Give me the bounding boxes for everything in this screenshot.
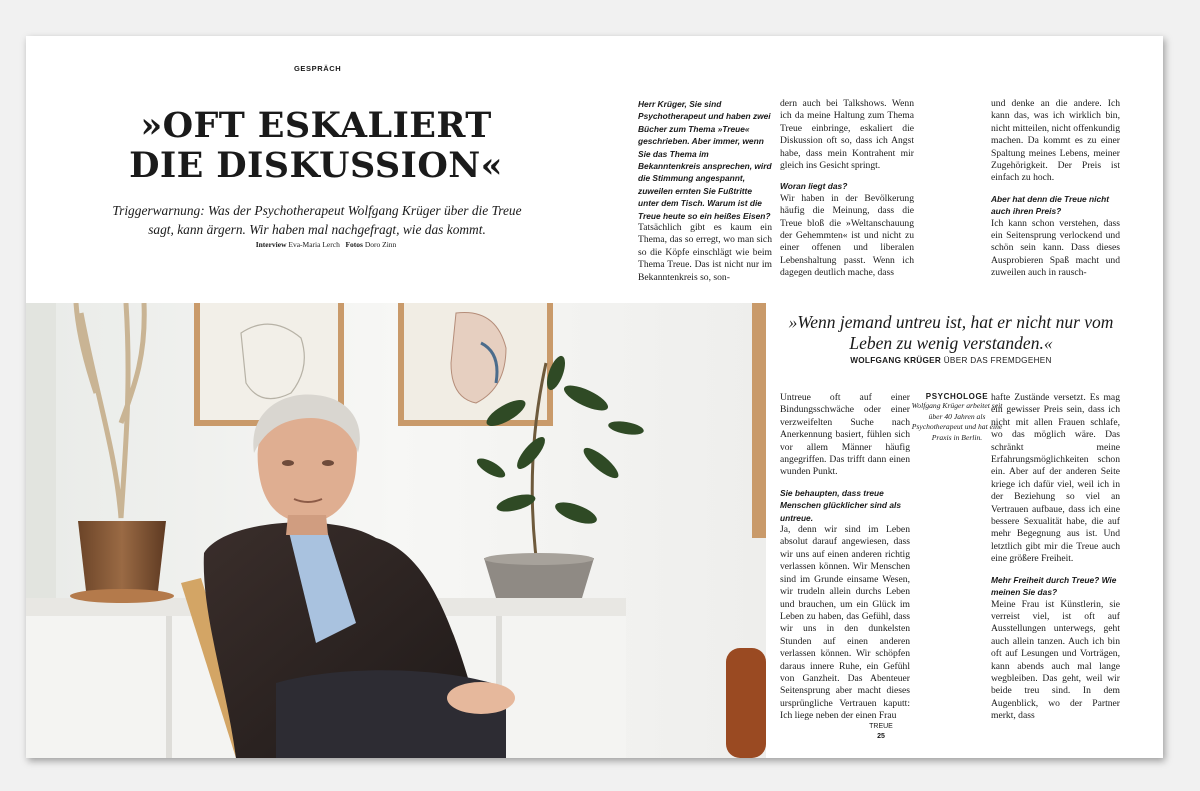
headline-line-2: DIE DISKUSSION« — [129, 145, 503, 186]
pull-quote-context: ÜBER DAS FREMDGEHEN — [943, 356, 1052, 365]
interview-question: Aber hat denn die Treue nicht auch ihren Preis? — [991, 193, 1110, 217]
magazine-spread — [26, 36, 1163, 758]
article-paragraph: Untreue oft auf einer Bindungsschwäche oder einer verzweifelten Suche nach Anerkennung basiert, fühlen sich vor allem Männer häufig angegriffen. Das trifft dann einen wunden Punkt. — [780, 392, 910, 478]
pull-quote-attribution — [786, 356, 1116, 365]
pull-quote — [786, 312, 1116, 365]
interview-answer: Wir haben in der Bevölkerung häufig die Meinung, dass die Treue bloß die »Weltanschauung der Gehemmten« ist und nicht zu einer offenen und liberalen Lebenshaltung passt. Wenn ich dagegen deutlich mache, dass — [780, 192, 914, 279]
interview-answer: Meine Frau ist Künstlerin, sie verreist viel, ist oft auf Ausstellungen unterwegs, geht auch allein tanzen. Auch ich bin oft auf Lesungen und Vorträgen, kann abends auch mal lange wegbleiben. Das geht, weil wir beide treu sind. In dem Augenblick, wo der Partner merkt, dass — [991, 598, 1120, 722]
interview-question: Mehr Freiheit durch Treue? Wie meinen Sie das? — [991, 574, 1117, 598]
interview-name: Eva-Maria Lerch — [288, 240, 340, 249]
folio-section: TREUE — [869, 723, 893, 730]
pull-quote-text: »Wenn jemand untreu ist, hat er nicht nur vom Leben zu wenig verstanden.« — [788, 312, 1114, 353]
pull-quote-name: WOLFGANG KRÜGER — [850, 356, 942, 365]
article-column-1 — [638, 98, 772, 284]
credits — [176, 240, 476, 249]
portrait-illustration — [26, 303, 766, 758]
interview-question: Woran liegt das? — [780, 181, 848, 192]
page-number: 25 — [877, 733, 885, 740]
interview-question: Sie behaupten, dass treue Menschen glücklicher sind als untreue. — [780, 487, 902, 523]
interview-question: Herr Krüger, Sie sind Psychotherapeut und haben zwei Bücher zum Thema »Treue« geschrieben. Aber immer, wenn Sie das Thema im Bekanntenkreis ansprechen, wird die Stimmung angespannt, zuweilen ernten Sie Fußtritte unter dem Tisch. Warum ist die Treue heute so ein heißes Eisen? — [638, 99, 772, 221]
interview-answer: Ja, denn wir sind im Leben absolut darauf angewiesen, dass wir uns auf einen anderen richtig verlassen können. Wir Menschen sind im Grunde einsame Wesen, wir trudeln allein durchs Leben und brauchen, um ein Glück im Leben zu haben, das Gefühl, dass wir uns in den dunkelsten Stunden auf einen anderen verlassen können. Wir schöpfen daraus innere Ruhe, ein Gefühl von Ganzheit. Das Abenteuer Seitensprung aber macht dieses ursprüngliche Vertrauen kaputt: Ich liege neben der einen Frau — [780, 524, 910, 722]
article-column-2 — [780, 98, 914, 280]
article-column-5 — [991, 392, 1120, 723]
headline — [106, 106, 526, 186]
article-paragraph: hafte Zustände versetzt. Es mag ein gewisser Preis sein, dass ich nicht mit allen Frauen schlafe, wo das möglich wäre. Das schränkt meine Erfahrungsmöglichkeiten schon ein. Aber auf der anderen Seite kriege ich dafür viel, weil ich in der Beziehung so viel an Vertrauen aufbaue, dass ich eine bessere Sexualität habe, die auf mehr Begegnung aus ist. Und letztlich gibt mir die Treue auch eine größere Freiheit. — [991, 392, 1120, 565]
photo-name: Doro Zinn — [364, 240, 397, 249]
interview-label: Interview — [255, 240, 287, 249]
author-bio-box — [911, 392, 1003, 443]
interview-answer: Tatsächlich gibt es kaum ein Thema, das so erregt, wo man sich so die Köpfe einschlägt wie beim Thema Treue. Das ist nicht nur im Bekanntenkreis so, son- — [638, 222, 772, 283]
article-column-4 — [780, 392, 910, 723]
photo-label: Fotos — [345, 240, 363, 249]
bio-text: Wolfgang Krüger arbeitet seit über 40 Jahren als Psychotherapeut und hat eine Praxis in Berlin. — [911, 401, 1003, 442]
article-column-3 — [991, 98, 1120, 280]
portrait-photo — [26, 303, 766, 758]
article-paragraph: und denke an die andere. Ich kann das, was ich wirklich bin, nicht mitteilen, nicht offenkundig machen. Da kommt es zu einer Spaltung meines Lebens, meiner Zugehörigkeit. Der Preis ist einfach zu hoch. — [991, 98, 1120, 184]
section-kicker: GESPRÄCH — [294, 64, 342, 73]
headline-line-1: »OFT ESKALIERT — [140, 105, 492, 146]
lead-paragraph: Triggerwarnung: Was der Psychotherapeut Wolfgang Krüger über die Treue sagt, kann ärgern. Wir haben mal nachgefragt, wie das kommt. — [112, 203, 522, 237]
bio-heading: PSYCHOLOGE — [925, 392, 989, 401]
article-paragraph: dern auch bei Talkshows. Wenn ich da meine Haltung zum Thema Treue einbringe, eskaliert die Diskussion oft so, dass ich Angst habe, dass mein Kontrahent mir gleich ins Gesicht springt. — [780, 98, 914, 172]
interview-answer: Ich kann schon verstehen, dass ein Seitensprung verlockend und schön sein kann. Dass dieses Ausprobieren Spaß macht und zuweilen auch in rausch- — [991, 217, 1120, 279]
page-folio — [866, 722, 896, 742]
